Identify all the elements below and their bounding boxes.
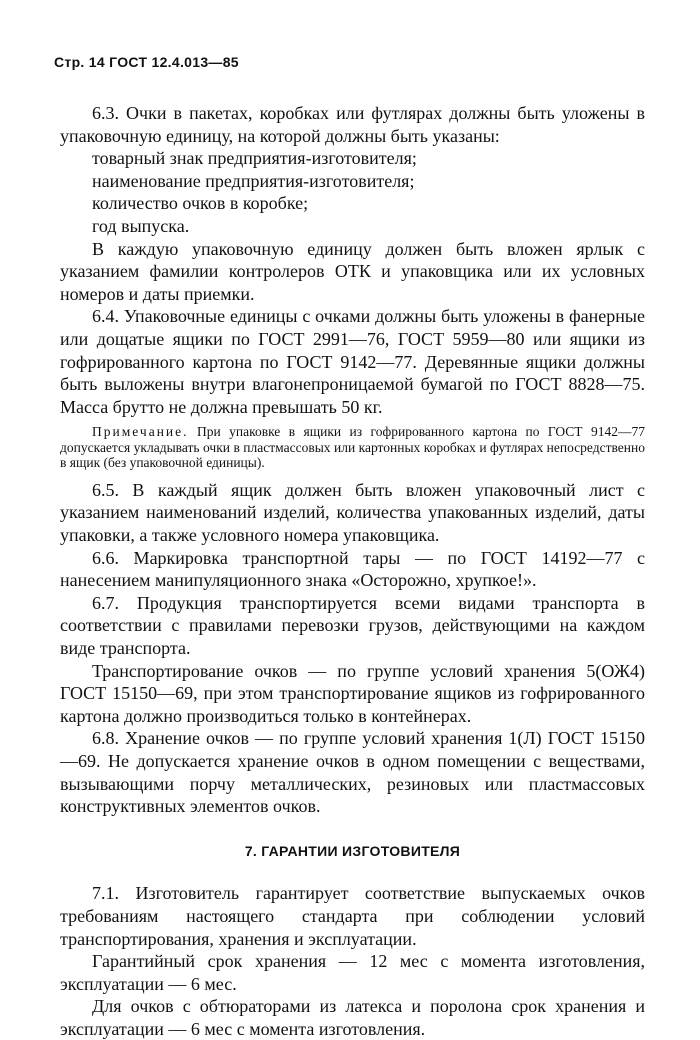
list-item: наименование предприятия-изготовителя; (92, 170, 415, 191)
list-item: количество очков в коробке; (92, 193, 309, 214)
paragraph-6-7-transport: Транспортирование очков — по группе условий хранения 5(ОЖ4) ГОСТ 15150—69, при этом транспортирование ящиков из гофрированного картона должно производиться только в контейнерах. (60, 660, 645, 726)
list-item: год выпуска. (92, 215, 190, 236)
paragraph-6-4: 6.4. Упаковочные единицы с очками должны быть уложены в фанерные или дощатые ящики по ГОСТ 2991—76, ГОСТ 5959—80 или ящики из гофрированного картона по ГОСТ 9142—77. Деревянные ящики должны быть выложены внутри влагонепроницаемой бумагой по ГОСТ 8828—75. Масса брутто не должна превышать 50 кг. (60, 306, 645, 417)
paragraph-7-1-latex: Для очков с обтюраторами из латекса и поролона срок хранения и эксплуатации — 6 мес с момента изготовления. (60, 996, 645, 1039)
paragraph-7-1-warranty: Гарантийный срок хранения — 12 мес с момента изготовления, эксплуатации — 6 мес. (60, 951, 645, 994)
paragraph-6-3-label: В каждую упаковочную единицу должен быть вложен ярлык с указанием фамилии контролеров ОТК и упаковщика или их условных номеров и даты приемки. (60, 238, 645, 304)
note (60, 424, 645, 471)
paragraph-7-1: 7.1. Изготовитель гарантирует соответствие выпускаемых очков требованиям настоящего стандарта при соблюдении условий транспортирования, хранения и эксплуатации. (60, 883, 645, 949)
list-item: товарный знак предприятия-изготовителя; (92, 148, 417, 169)
page-content (60, 102, 645, 1040)
note-text: При упаковке в ящики из гофрированного картона по ГОСТ 9142—77 допускается укладывать очки в пластмассовых или картонных коробках и футлярах непосредственно в ящик (без упаковочной единицы). (60, 424, 645, 471)
page-header: Стр. 14 ГОСТ 12.4.013—85 (54, 54, 239, 70)
paragraph-6-7: 6.7. Продукция транспортируется всеми видами транспорта в соответствии с правилами перевозки грузов, действующими на каждом виде транспорта. (60, 592, 645, 658)
paragraph-6-5: 6.5. В каждый ящик должен быть вложен упаковочный лист с указанием наименований изделий, количества упакованных изделий, даты упаковки, а также условного номера упаковщика. (60, 479, 645, 545)
paragraph-6-8: 6.8. Хранение очков — по группе условий хранения 1(Л) ГОСТ 15150—69. Не допускается хранение очков в одном помещении с веществами, вызывающими порчу металлических, резиновых или пластмассовых конструктивных элементов очков. (60, 728, 645, 817)
note-label: Примечание. (92, 424, 189, 440)
paragraph-6-6: 6.6. Маркировка транспортной тары — по ГОСТ 14192—77 с нанесением манипуляционного знака «Осторожно, хрупкое!». (60, 547, 645, 591)
section-7-title: 7. ГАРАНТИИ ИЗГОТОВИТЕЛЯ (244, 842, 461, 859)
paragraph-6-3: 6.3. Очки в пакетах, коробках или футлярах должны быть уложены в упаковочную единицу, на которой должны быть указаны: (60, 103, 645, 146)
